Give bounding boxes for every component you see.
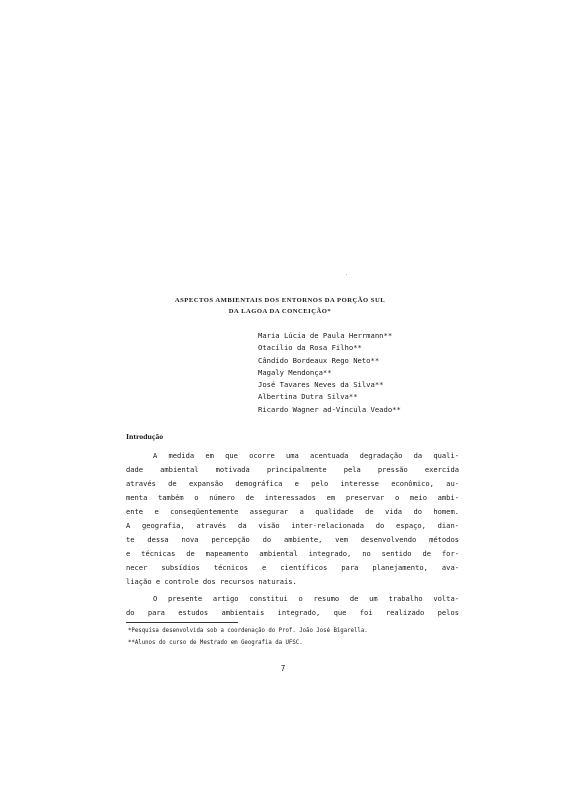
body-line: através de expansão demográfica e pelo interesse econômico, au-	[126, 479, 459, 488]
scan-speck	[346, 274, 347, 275]
footnote: *Pesquisa desenvolvida sob a coordenação do Prof. João José Bigarella.	[128, 628, 368, 634]
body-line: te dessa nova percepção do ambiente, vem desenvolvendo métodos	[126, 535, 459, 544]
author-name: Cândido Bordeaux Rego Neto**	[258, 355, 380, 365]
author-name: Magaly Mendonça**	[258, 367, 332, 377]
body-line: necer subsídios técnicos e científicos para planejamento, ava-	[126, 563, 459, 572]
body-line: menta também o número de interessados em preservar o meio ambi-	[126, 493, 459, 502]
body-line: O presente artigo constitui o resumo de um trabalho volta-	[153, 594, 459, 603]
body-line: A medida em que ocorre uma acentuada degradação da quali-	[153, 451, 459, 460]
footnote: **Alunos do curso de Mestrado em Geografia da UFSC.	[128, 640, 303, 646]
body-line: liação e controle dos recursos naturais.	[126, 577, 297, 586]
author-name: Ricardo Wagner ad-Víncula Veado**	[258, 404, 401, 414]
author-name: Maria Lúcia de Paula Herrmann**	[258, 331, 393, 340]
body-line: ente e conseqüentemente assegurar a qualidade de vida do homem.	[126, 507, 459, 516]
footnote-rule	[126, 622, 238, 623]
author-name: José Tavares Neves da Silva**	[258, 380, 384, 390]
body-line: do para estudos ambientais integrado, que foi realizado pelos	[126, 608, 459, 617]
section-heading: Introdução	[126, 432, 164, 441]
article-title-line-2: DA LAGOA DA CONCEIÇÃO*	[228, 308, 332, 315]
author-name: Albertina Dutra Silva**	[258, 392, 358, 402]
body-line: e técnicas de mapeamento ambiental integrado, no sentido de for-	[126, 549, 459, 558]
body-line: A geografia, através da visão inter-relacionada do espaço, dian-	[126, 521, 459, 530]
page-number: 7	[280, 664, 286, 673]
body-line: dade ambiental motivada principalmente pela pressão exercida	[126, 465, 459, 474]
author-name: Otacílio da Rosa Filho**	[258, 343, 362, 353]
article-title-line-1: ASPECTOS AMBIENTAIS DOS ENTORNOS DA PORÇÃO SUL	[174, 297, 386, 304]
author-list	[258, 330, 401, 416]
